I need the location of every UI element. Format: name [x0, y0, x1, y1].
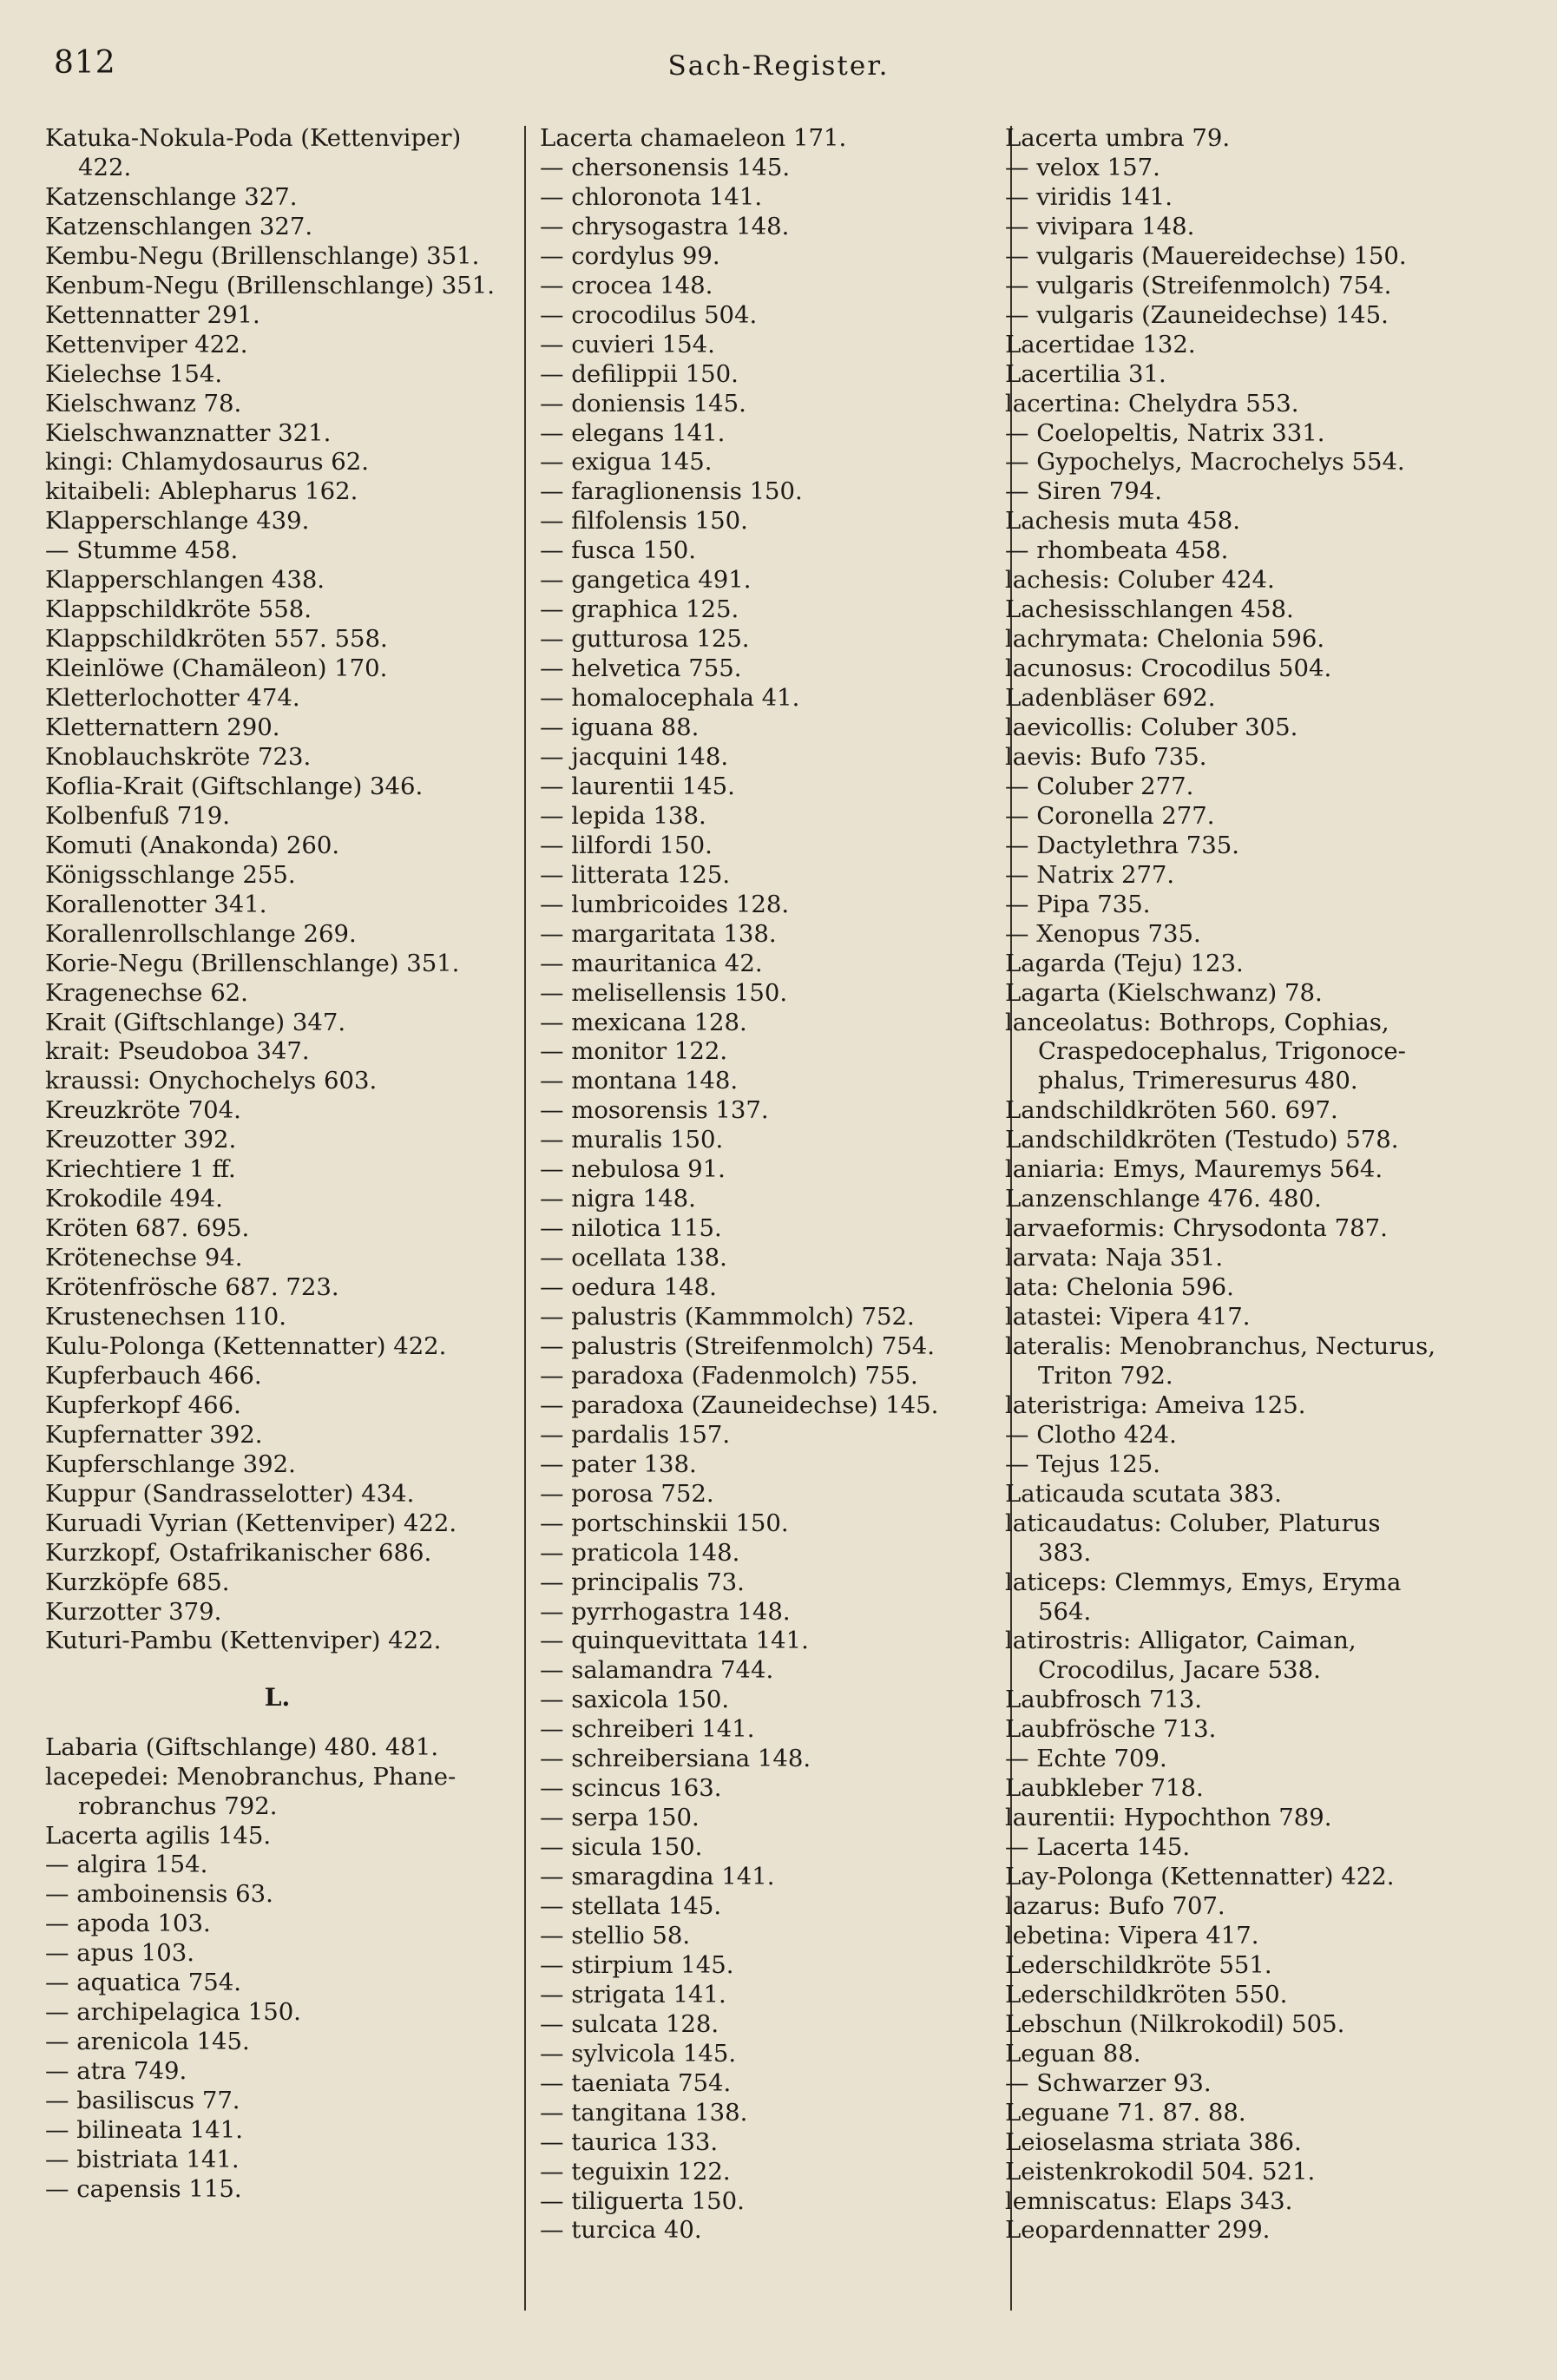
index-entry: — melisellensis 150.	[540, 978, 788, 1007]
index-entry: Kielschwanznatter 321.	[45, 418, 332, 447]
index-entry: Kenbum-Negu (Brillenschlange) 351.	[45, 271, 496, 299]
index-entry: lateralis: Menobranchus, Necturus,	[1005, 1331, 1435, 1360]
index-entry: Kurzköpfe 685.	[45, 1568, 230, 1596]
index-entry: — stellata 145.	[540, 1892, 722, 1920]
index-entry: — salamandra 744.	[540, 1656, 774, 1685]
index-entry: Kurzkopf, Ostafrikanischer 686.	[45, 1538, 432, 1567]
index-entry: — Lacerta 145.	[1005, 1833, 1191, 1862]
index-entry: — vivipara 148.	[1005, 212, 1195, 240]
index-entry: Kleinlöwe (Chamäleon) 170.	[45, 654, 388, 683]
index-entry: Kettenviper 422.	[45, 330, 248, 358]
index-entry: — strigata 141.	[540, 1980, 726, 2009]
index-entry: lacunosus: Crocodilus 504.	[1005, 654, 1332, 683]
index-entry: Kreuzkröte 704.	[45, 1096, 241, 1125]
index-entry: lachrymata: Chelonia 596.	[1005, 625, 1325, 654]
index-entry: — quinquevittata 141.	[540, 1627, 809, 1655]
index-entry: — chloronota 141.	[540, 182, 763, 211]
index-entry: lacertina: Chelydra 553.	[1005, 389, 1299, 417]
index-entry: — Tejus 125.	[1005, 1450, 1161, 1478]
index-entry: Klappschildkröte 558.	[45, 595, 312, 624]
index-entry: — homalocephala 41.	[540, 684, 800, 713]
index-entry: Komuti (Anakonda) 260.	[45, 831, 340, 859]
index-entry: — sylvicola 145.	[540, 2039, 737, 2068]
index-entry: Katzenschlangen 327.	[45, 212, 313, 240]
index-entry: — Coluber 277.	[1005, 772, 1194, 800]
index-entry: Kragenechse 62.	[45, 978, 248, 1007]
index-entry: — praticola 148.	[540, 1538, 740, 1567]
index-entry: Lagarda (Teju) 123.	[1005, 949, 1244, 977]
index-entry: Kupferschlange 392.	[45, 1450, 296, 1478]
index-entry: Kuppur (Sandrasselotter) 434.	[45, 1479, 415, 1508]
index-entry: Kembu-Negu (Brillenschlange) 351.	[45, 241, 480, 270]
index-entry: robranchus 792.	[78, 1792, 278, 1820]
index-entry: lazarus: Bufo 707.	[1005, 1892, 1225, 1920]
index-entry: Kröten 687. 695.	[45, 1214, 250, 1243]
index-entry: — paradoxa (Zauneidechse) 145.	[540, 1391, 939, 1419]
index-entry: — ocellata 138.	[540, 1244, 727, 1272]
index-entry: — mosorensis 137.	[540, 1096, 769, 1125]
index-entry: — fusca 150.	[540, 536, 697, 565]
index-entry: — archipelagica 150.	[45, 1998, 301, 2027]
index-entry: larvaeformis: Chrysodonta 787.	[1005, 1214, 1388, 1243]
index-entry: Korallenrollschlange 269.	[45, 919, 357, 948]
index-entry: — atra 749.	[45, 2057, 187, 2086]
index-entry: — scincus 163.	[540, 1774, 722, 1803]
index-entry: Lacerta umbra 79.	[1005, 124, 1231, 152]
index-entry: — paradoxa (Fadenmolch) 755.	[540, 1361, 918, 1390]
page-header	[0, 45, 1557, 97]
index-entry: — apus 103.	[45, 1939, 195, 1968]
index-entry: — porosa 752.	[540, 1479, 714, 1508]
index-entry: — Natrix 277.	[1005, 860, 1175, 889]
index-entry: — turcica 40.	[540, 2216, 702, 2245]
index-entry: — Stumme 458.	[45, 536, 239, 565]
index-entry: — vulgaris (Streifenmolch) 754.	[1005, 271, 1392, 299]
index-entry: laevis: Bufo 735.	[1005, 742, 1207, 771]
index-entry: Leioselasma striata 386.	[1005, 2127, 1302, 2156]
page-number: 812	[54, 45, 116, 81]
index-entry: — faraglionensis 150.	[540, 477, 803, 506]
index-entry: — Siren 794.	[1005, 477, 1162, 506]
index-entry: Leistenkrokodil 504. 521.	[1005, 2157, 1316, 2186]
index-entry: — Echte 709.	[1005, 1745, 1167, 1773]
index-entry: — serpa 150.	[540, 1804, 700, 1832]
index-entry: Crocodilus, Jacare 538.	[1038, 1656, 1321, 1685]
index-entry: — lepida 138.	[540, 801, 706, 830]
index-entry: — lilfordi 150.	[540, 831, 713, 859]
index-entry: Triton 792.	[1038, 1361, 1173, 1390]
index-entry: — teguixin 122.	[540, 2157, 731, 2186]
index-entry: — exigua 145.	[540, 448, 713, 477]
index-entry: Kurzotter 379.	[45, 1597, 222, 1626]
index-entry: Kolbenfuß 719.	[45, 801, 230, 830]
index-entry: Kielechse 154.	[45, 359, 223, 388]
index-entry: Leguane 71. 87. 88.	[1005, 2098, 1246, 2127]
index-entry: — jacquini 148.	[540, 742, 729, 771]
index-entry: Landschildkröten (Testudo) 578.	[1005, 1126, 1399, 1154]
running-title: Sach-Register.	[667, 50, 890, 82]
index-entry: Kuruadi Vyrian (Kettenviper) 422.	[45, 1509, 457, 1537]
index-entry: laevicollis: Coluber 305.	[1005, 713, 1298, 741]
index-entry: — nebulosa 91.	[540, 1155, 726, 1184]
index-entry: Laubfrosch 713.	[1005, 1686, 1203, 1714]
index-entry: Lachesis muta 458.	[1005, 507, 1241, 536]
index-entry: — cuvieri 154.	[540, 330, 715, 358]
index-entry: — smaragdina 141.	[540, 1863, 775, 1891]
index-entry: Laticauda scutata 383.	[1005, 1479, 1282, 1508]
index-entry: — palustris (Kammmolch) 752.	[540, 1303, 915, 1331]
index-entry: — chrysogastra 148.	[540, 212, 790, 240]
index-entry: Lacertidae 132.	[1005, 330, 1196, 358]
index-entry: — tiliguerta 150.	[540, 2186, 745, 2215]
index-column-2	[540, 124, 1004, 2311]
index-entry: laticeps: Clemmys, Emys, Eryma	[1005, 1568, 1402, 1596]
index-entry: Kettennatter 291.	[45, 300, 260, 329]
index-entry: — sicula 150.	[540, 1833, 703, 1862]
index-entry: Katuka-Nokula-Poda (Kettenviper)	[45, 124, 462, 152]
index-entry: Landschildkröten 560. 697.	[1005, 1096, 1338, 1125]
index-entry: — viridis 141.	[1005, 182, 1173, 211]
index-entry: — stellio 58.	[540, 1921, 691, 1949]
index-entry: — schreibersiana 148.	[540, 1745, 811, 1773]
index-entry: — portschinskii 150.	[540, 1509, 789, 1537]
index-entry: — Pipa 735.	[1005, 890, 1151, 918]
index-entry: lebetina: Vipera 417.	[1005, 1921, 1259, 1949]
index-entry: latastei: Vipera 417.	[1005, 1303, 1251, 1331]
index-entry: — Gypochelys, Macrochelys 554.	[1005, 448, 1405, 477]
index-entry: — doniensis 145.	[540, 389, 746, 417]
index-entry: — mauritanica 42.	[540, 949, 763, 977]
index-entry: — montana 148.	[540, 1067, 739, 1095]
index-entry: laticaudatus: Coluber, Platurus	[1005, 1509, 1381, 1537]
index-entry: — schreiberi 141.	[540, 1715, 755, 1744]
index-entry: — muralis 150.	[540, 1126, 724, 1154]
index-column-1	[45, 124, 509, 2311]
index-entry: — capensis 115.	[45, 2174, 242, 2203]
index-entry: — elegans 141.	[540, 418, 726, 447]
index-entry: 422.	[78, 153, 132, 181]
index-entry: Klapperschlange 439.	[45, 507, 310, 536]
index-entry: Koflia-Krait (Giftschlange) 346.	[45, 772, 424, 800]
index-entry: lemniscatus: Elaps 343.	[1005, 2186, 1293, 2215]
index-entry: Lagarta (Kielschwanz) 78.	[1005, 978, 1323, 1007]
index-entry: — velox 157.	[1005, 153, 1160, 181]
index-entry: — iguana 88.	[540, 713, 700, 741]
index-entry: Leopardennatter 299.	[1005, 2216, 1271, 2245]
index-entry: phalus, Trimeresurus 480.	[1038, 1067, 1358, 1095]
index-entry: — cordylus 99.	[540, 241, 720, 270]
index-entry: — nigra 148.	[540, 1185, 696, 1213]
index-entry: — helvetica 755.	[540, 654, 742, 683]
index-entry: — pyrrhogastra 148.	[540, 1597, 791, 1626]
index-entry: — chersonensis 145.	[540, 153, 791, 181]
index-entry: — Schwarzer 93.	[1005, 2068, 1212, 2097]
index-entry: — tangitana 138.	[540, 2098, 748, 2127]
index-entry: Lacerta chamaeleon 171.	[540, 124, 847, 152]
index-entry: — bilineata 141.	[45, 2116, 244, 2145]
index-entry: Krötenfrösche 687. 723.	[45, 1273, 339, 1302]
index-entry: — stirpium 145.	[540, 1950, 734, 1979]
index-entry: lata: Chelonia 596.	[1005, 1273, 1234, 1302]
index-entry: Labaria (Giftschlange) 480. 481.	[45, 1732, 439, 1761]
index-entry: — defilippii 150.	[540, 359, 739, 388]
index-entry: Katzenschlange 327.	[45, 182, 298, 211]
index-entry: — litterata 125.	[540, 860, 731, 889]
index-entry: — algira 154.	[45, 1851, 208, 1879]
index-entry: — basiliscus 77.	[45, 2087, 240, 2115]
index-entry: — gutturosa 125.	[540, 625, 750, 654]
index-entry: krait: Pseudoboa 347.	[45, 1037, 310, 1066]
index-entry: — vulgaris (Zauneidechse) 145.	[1005, 300, 1389, 329]
index-entry: Klappschildkröten 557. 558.	[45, 625, 388, 654]
index-entry: — Dactylethra 735.	[1005, 831, 1240, 859]
index-entry: — mexicana 128.	[540, 1008, 747, 1036]
index-entry: — Coelopeltis, Natrix 331.	[1005, 418, 1325, 447]
index-entry: laurentii: Hypochthon 789.	[1005, 1804, 1332, 1832]
index-entry: — sulcata 128.	[540, 2009, 719, 2038]
index-entry: Klapperschlangen 438.	[45, 566, 325, 595]
index-entry: Kupferkopf 466.	[45, 1391, 241, 1419]
index-entry: Lacertilia 31.	[1005, 359, 1166, 388]
index-entry: — margaritata 138.	[540, 919, 777, 948]
index-entry: — crocea 148.	[540, 271, 713, 299]
index-entry: kraussi: Onychochelys 603.	[45, 1067, 378, 1095]
column-divider-1	[524, 126, 526, 2311]
index-entry: — taeniata 754.	[540, 2068, 732, 2097]
index-entry: 564.	[1038, 1597, 1092, 1626]
index-entry: larvata: Naja 351.	[1005, 1244, 1224, 1272]
index-entry: lateristriga: Ameiva 125.	[1005, 1391, 1306, 1419]
index-entry: Leguan 88.	[1005, 2039, 1141, 2068]
index-entry: Kletternattern 290.	[45, 713, 280, 741]
index-entry: — crocodilus 504.	[540, 300, 758, 329]
index-entry: Laubkleber 718.	[1005, 1774, 1204, 1803]
index-entry: — vulgaris (Mauereidechse) 150.	[1005, 241, 1407, 270]
index-entry: — Xenopus 735.	[1005, 919, 1201, 948]
index-entry: — taurica 133.	[540, 2127, 719, 2156]
index-entry: Krustenechsen 110.	[45, 1303, 287, 1331]
index-entry: Korie-Negu (Brillenschlange) 351.	[45, 949, 460, 977]
index-entry: kitaibeli: Ablepharus 162.	[45, 477, 358, 506]
index-entry: Lanzenschlange 476. 480.	[1005, 1185, 1322, 1213]
index-entry: kingi: Chlamydosaurus 62.	[45, 448, 369, 477]
index-entry: — gangetica 491.	[540, 566, 752, 595]
section-heading: L.	[264, 1682, 291, 1712]
index-entry: — filfolensis 150.	[540, 507, 748, 536]
index-entry: lanceolatus: Bothrops, Cophias,	[1005, 1008, 1389, 1036]
index-entry: Craspedocephalus, Trigonoce-	[1038, 1037, 1406, 1066]
index-entry: — Coronella 277.	[1005, 801, 1215, 830]
index-entry: Lederschildkröten 550.	[1005, 1980, 1288, 2009]
index-entry: — pater 138.	[540, 1450, 697, 1478]
index-column-3	[1005, 124, 1487, 2311]
index-entry: lachesis: Coluber 424.	[1005, 566, 1275, 595]
index-entry: Krokodile 494.	[45, 1185, 223, 1213]
index-entry: lacepedei: Menobranchus, Phane-	[45, 1762, 457, 1791]
index-entry: laniaria: Emys, Mauremys 564.	[1005, 1155, 1383, 1184]
index-entry: — pardalis 157.	[540, 1420, 731, 1449]
index-entry: — lumbricoides 128.	[540, 890, 790, 918]
index-entry: Laubfrösche 713.	[1005, 1715, 1217, 1744]
index-entry: — arenicola 145.	[45, 2028, 250, 2056]
index-entry: Korallenotter 341.	[45, 890, 267, 918]
index-entry: — bistriata 141.	[45, 2145, 240, 2173]
index-entry: Kielschwanz 78.	[45, 389, 242, 417]
index-entry: Lacerta agilis 145.	[45, 1821, 272, 1850]
index-entry: Kupferbauch 466.	[45, 1361, 262, 1390]
index-entry: — apoda 103.	[45, 1910, 211, 1938]
index-entry: Krait (Giftschlange) 347.	[45, 1008, 346, 1036]
index-entry: — saxicola 150.	[540, 1686, 730, 1714]
index-entry: Lay-Polonga (Kettennatter) 422.	[1005, 1863, 1395, 1891]
index-entry: — amboinensis 63.	[45, 1880, 273, 1909]
index-entry: Lederschildkröte 551.	[1005, 1950, 1272, 1979]
index-entry: Kriechtiere 1 ff.	[45, 1155, 236, 1184]
index-entry: Kreuzotter 392.	[45, 1126, 237, 1154]
index-entry: Kuturi-Pambu (Kettenviper) 422.	[45, 1627, 442, 1655]
index-entry: — principalis 73.	[540, 1568, 745, 1596]
index-entry: Kupfernatter 392.	[45, 1420, 263, 1449]
index-entry: Ladenbläser 692.	[1005, 684, 1216, 713]
index-entry: Kulu-Polonga (Kettennatter) 422.	[45, 1331, 447, 1360]
index-entry: — monitor 122.	[540, 1037, 728, 1066]
index-entry: Krötenechse 94.	[45, 1244, 243, 1272]
index-entry: — oedura 148.	[540, 1273, 717, 1302]
index-entry: — laurentii 145.	[540, 772, 735, 800]
index-entry: — aquatica 754.	[45, 1969, 241, 1997]
index-entry: latirostris: Alligator, Caiman,	[1005, 1627, 1357, 1655]
index-entry: Lebschun (Nilkrokodil) 505.	[1005, 2009, 1345, 2038]
index-entry: — rhombeata 458.	[1005, 536, 1229, 565]
index-entry: Königsschlange 255.	[45, 860, 296, 889]
index-entry: Knoblauchskröte 723.	[45, 742, 312, 771]
index-entry: — graphica 125.	[540, 595, 739, 624]
index-entry: — palustris (Streifenmolch) 754.	[540, 1331, 935, 1360]
index-entry: 383.	[1038, 1538, 1092, 1567]
index-entry: — Clotho 424.	[1005, 1420, 1177, 1449]
index-entry: — nilotica 115.	[540, 1214, 722, 1243]
index-entry: Kletterlochotter 474.	[45, 684, 300, 713]
index-entry: Lachesisschlangen 458.	[1005, 595, 1294, 624]
